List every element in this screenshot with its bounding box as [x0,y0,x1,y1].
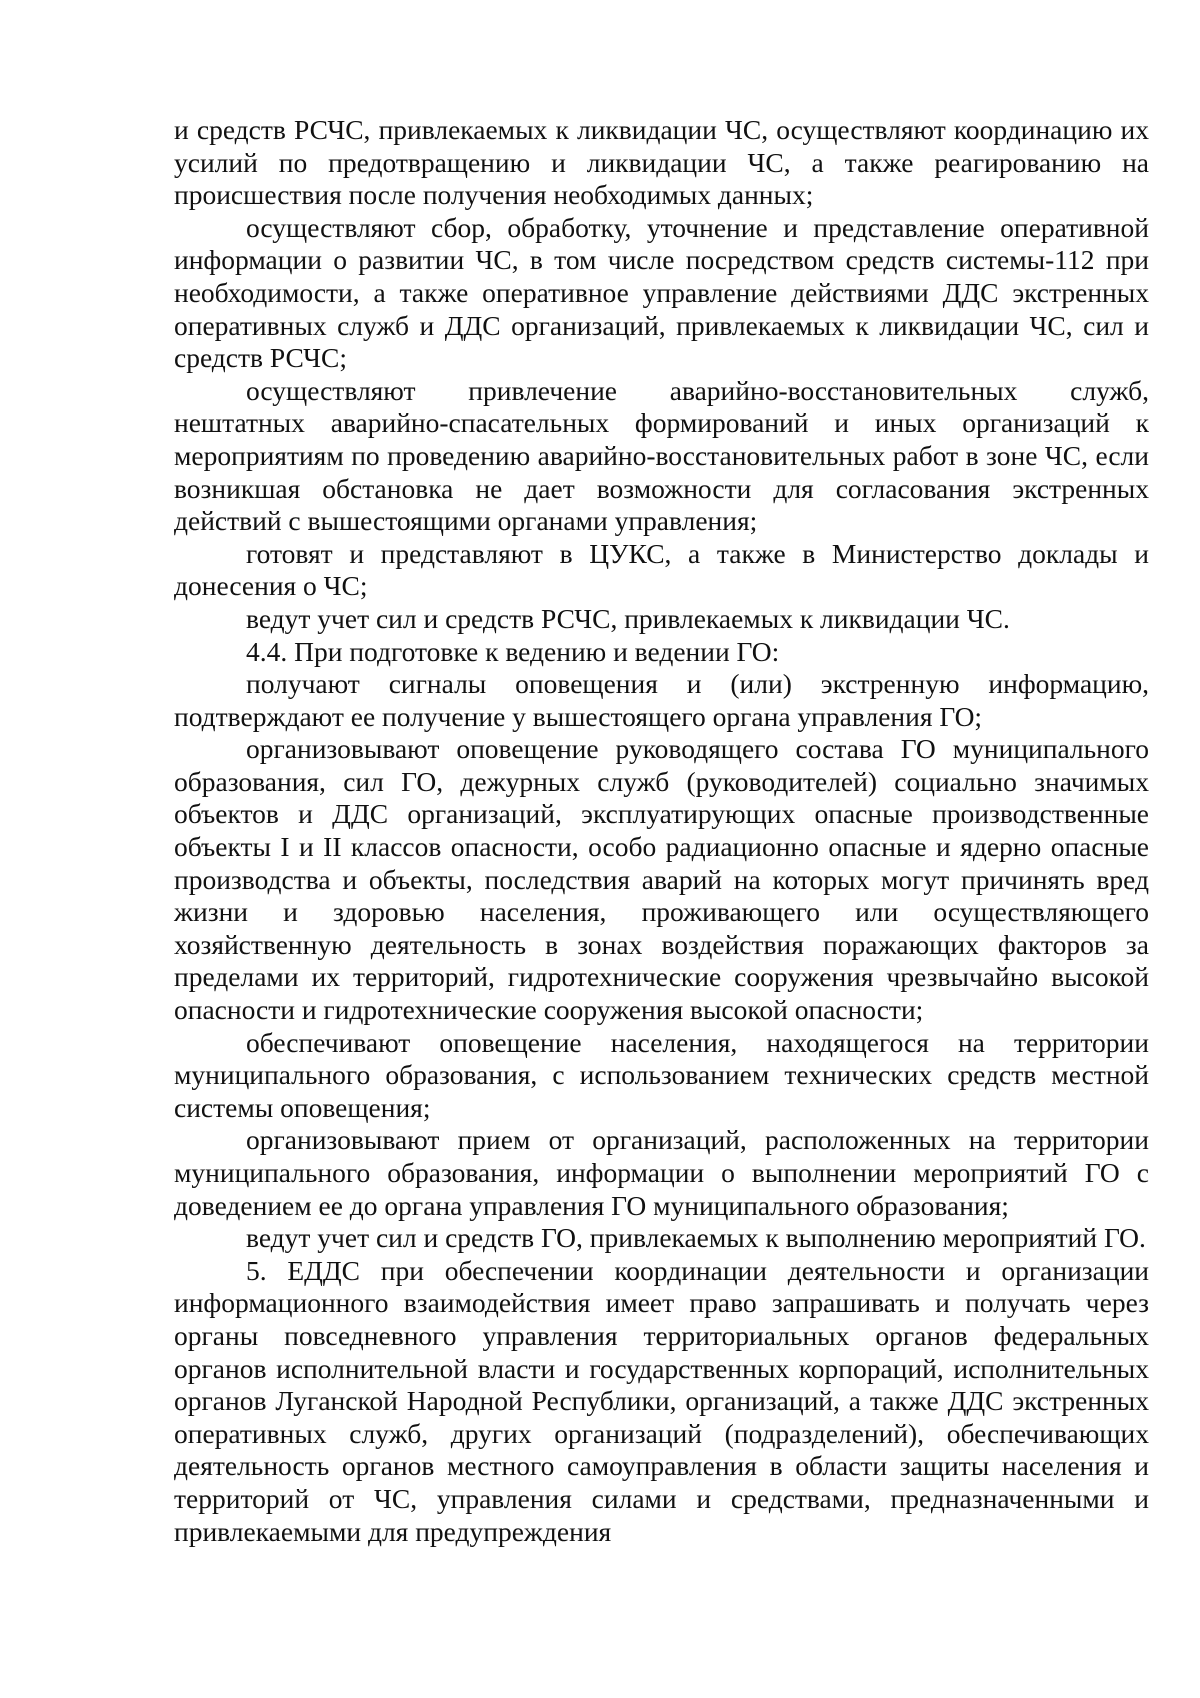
paragraph-go-accounting: ведут учет сил и средств ГО, привлекаемых к выполнению мероприятий ГО. [246,1222,1146,1254]
paragraph-organize-alerts: организовывают оповещение руководящего состава ГО муниципального образования, сил ГО, дежурных служб (руководителей) социально значимых объектов и ДДС организаций, эксплуатирующих опасные производственные объекты I и II классов опасности, особо радиационно опасные и ядерно опасные производства и объекты, последствия аварий на которых могут причинять вред жизни и здоровью населения, проживающего или осуществляющего хозяйственную деятельность в зонах воздействия поражающих факторов за пределами их территорий, гидротехнические сооружения чрезвычайно высокой опасности и гидротехнические сооружения высокой опасности; [174,733,1149,1026]
document-body [174,114,1149,1548]
paragraph-emergency-services: осуществляют привлечение аварийно-восстановительных служб, нештатных аварийно-спасательных формирований и иных организаций к мероприятиям по проведению аварийно-восстановительных работ в зоне ЧС, если возникшая обстановка не дает возможности для согласования экстренных действий с вышестоящими органами управления; [174,374,1149,537]
paragraph-forces-accounting: ведут учет сил и средств РСЧС, привлекаемых к ликвидации ЧС. [246,602,1010,634]
paragraph-reports: готовят и представляют в ЦУКС, а также в Министерство доклады и донесения о ЧС; [174,537,1149,602]
paragraph-info-collection: осуществляют сбор, обработку, уточнение и представление оперативной информации о развитии ЧС, в том числе посредством средств системы-112 при необходимости, а также оперативное управление действиями ДДС экстренных оперативных служб и ДДС организаций, привлекаемых к ликвидации ЧС, сил и средств РСЧС; [174,211,1149,374]
paragraph-receive-info: организовывают прием от организаций, расположенных на территории муниципального образования, информации о выполнении мероприятий ГО с доведением ее до органа управления ГО муниципального образования; [174,1124,1149,1221]
paragraph-continuation: и средств РСЧС, привлекаемых к ликвидации ЧС, осуществляют координацию их усилий по предотвращению и ликвидации ЧС, а также реагированию на происшествия после получения необходимых данных; [174,114,1149,211]
section-heading-4-4: 4.4. При подготовке к ведению и ведении ГО: [246,635,780,667]
paragraph-receive-signals: получают сигналы оповещения и (или) экстренную информацию, подтверждают ее получение у вышестоящего органа управления ГО; [174,668,1149,732]
paragraph-population-alerts: обеспечивают оповещение населения, находящегося на территории муниципального образования, с использованием технических средств местной системы оповещения; [174,1026,1149,1123]
section-paragraph-5: 5. ЕДДС при обеспечении координации деятельности и организации информационного взаимодействия имеет право запрашивать и получать через органы повседневного управления территориальных органов федеральных органов исполнительной власти и государственных корпораций, исполнительных органов Луганской Народной Республики, организаций, а также ДДС экстренных оперативных служб, других организаций (подразделений), обеспечивающих деятельность органов местного самоуправления в области защиты населения и территорий от ЧС, управления силами и средствами, предназначенными и привлекаемыми для предупреждения [174,1254,1149,1547]
